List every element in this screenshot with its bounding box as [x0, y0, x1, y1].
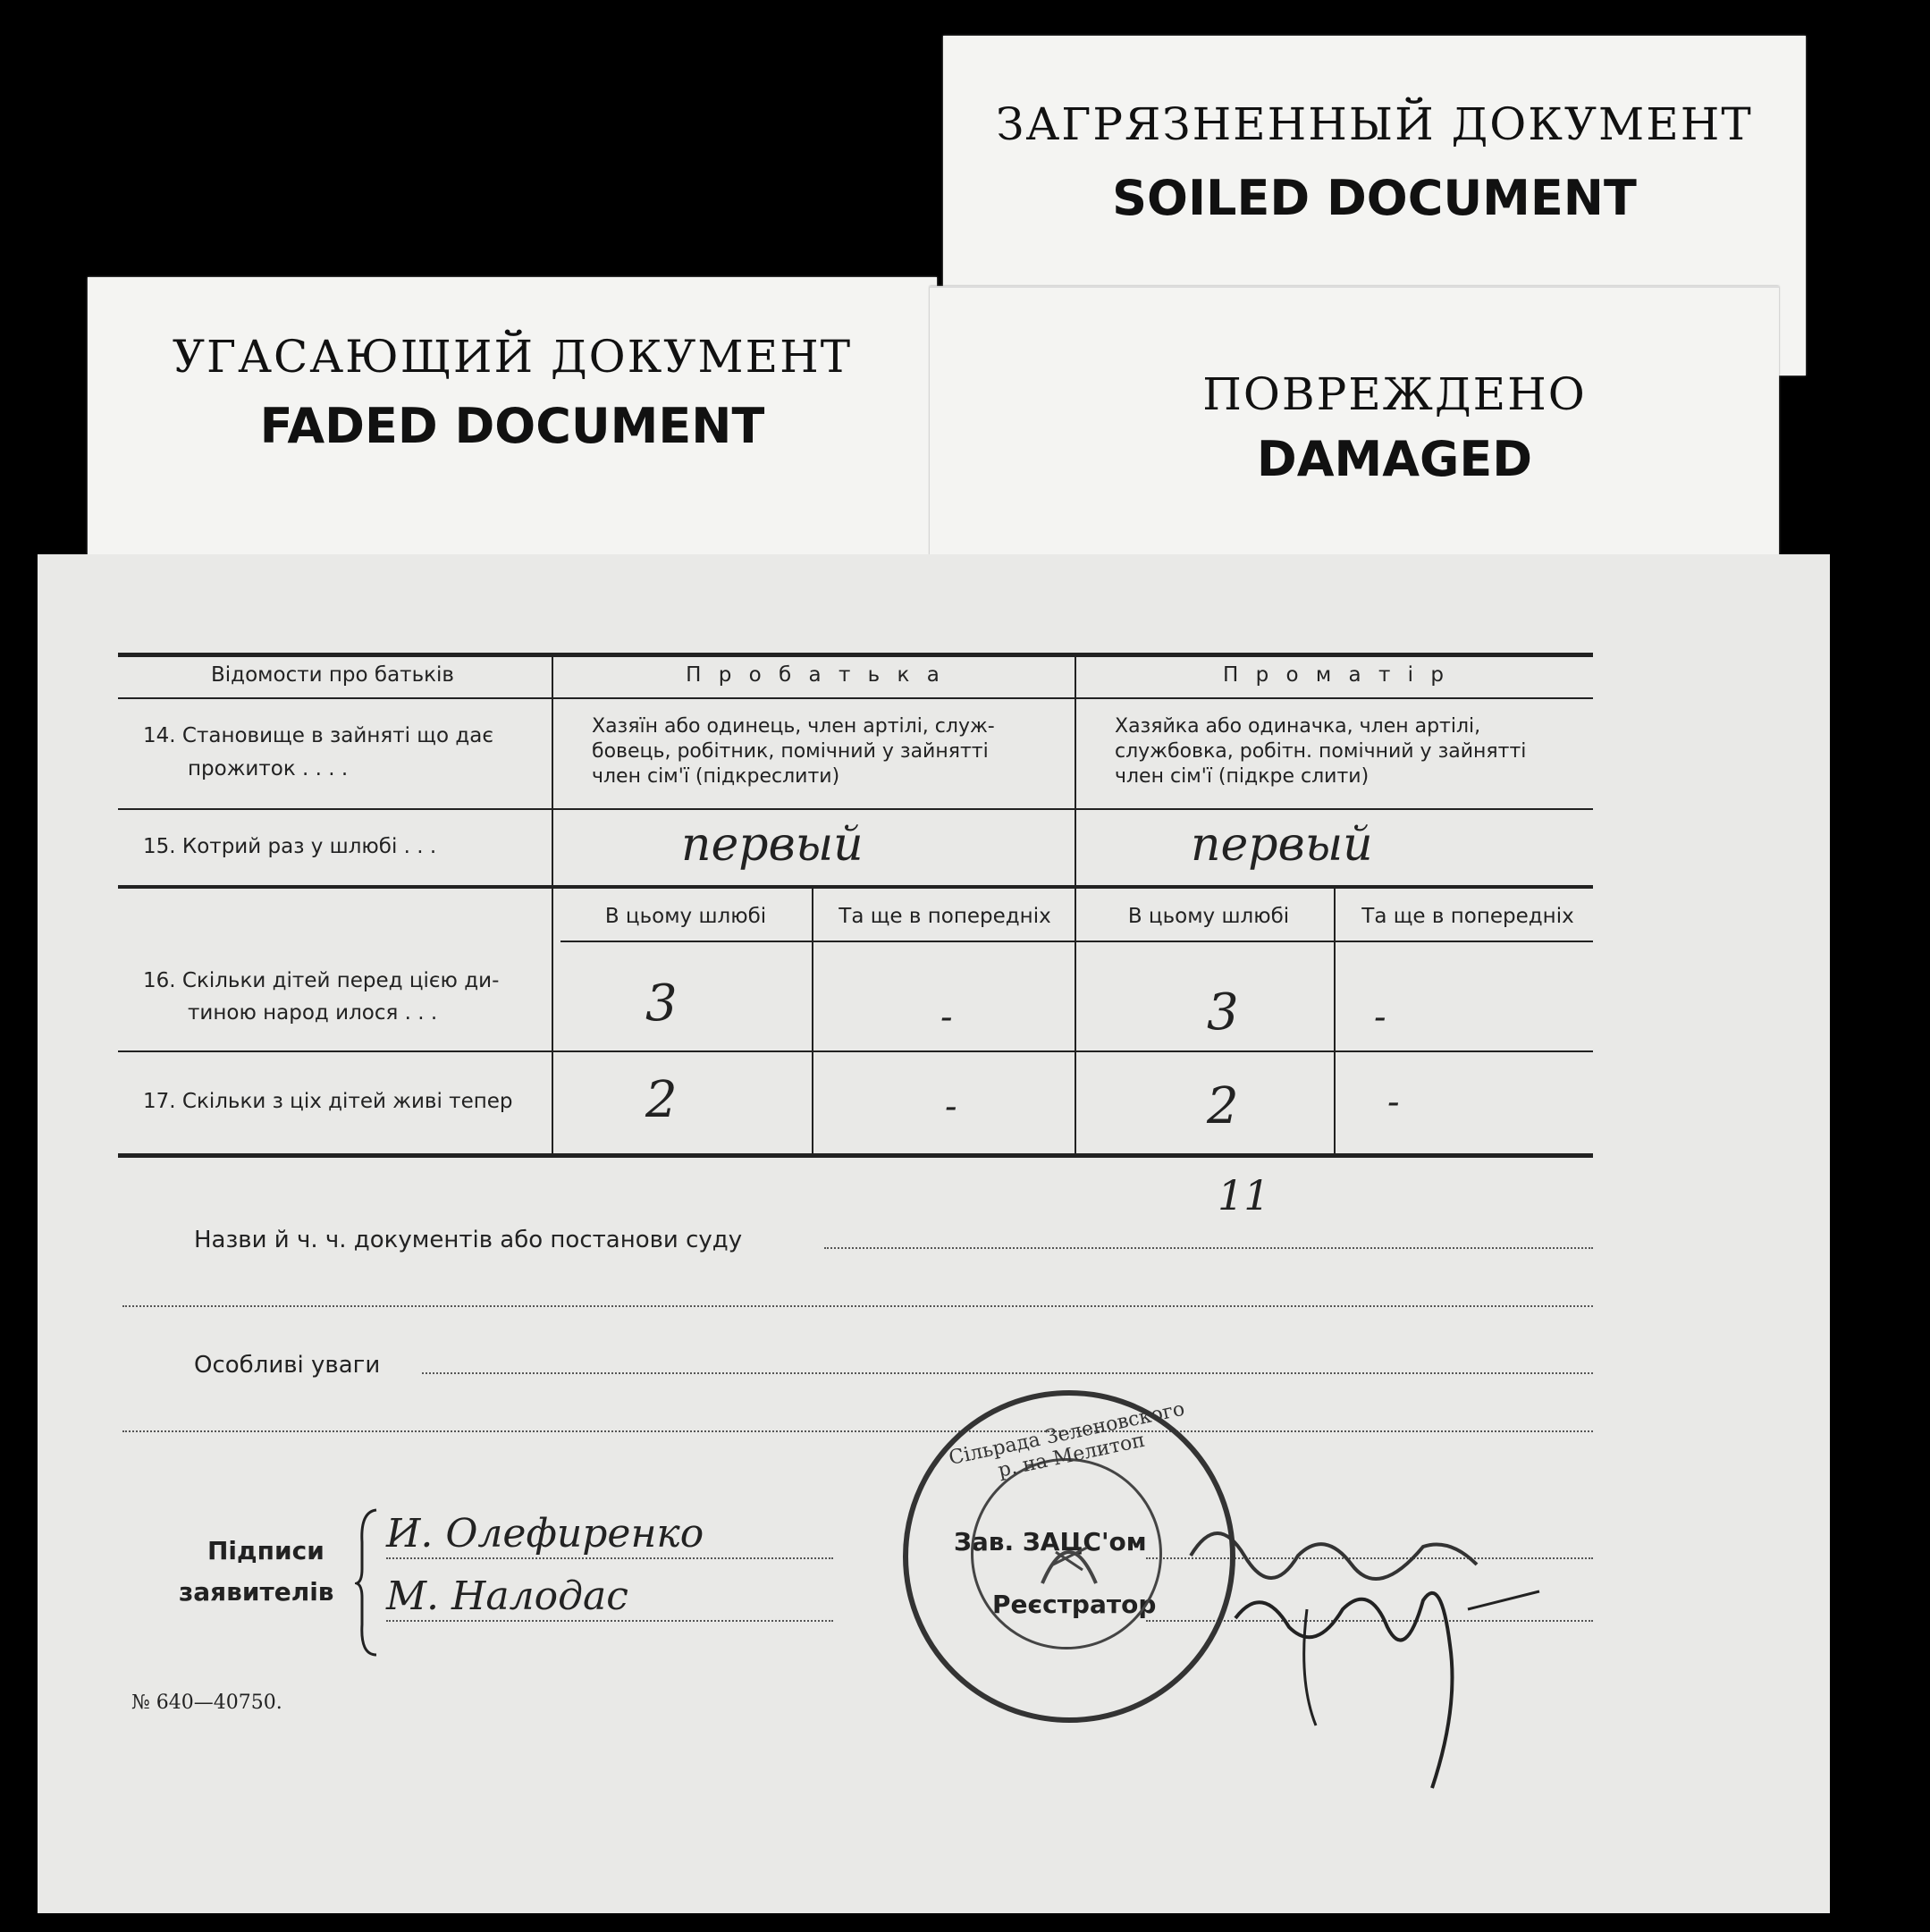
- remarks-line-2: [122, 1430, 1593, 1432]
- table-col-line: [1334, 889, 1336, 1155]
- row16-label-line1: 16. Скільки дітей перед цією ди-: [143, 969, 500, 992]
- soiled-label-en: SOILED DOCUMENT: [1112, 170, 1637, 226]
- row16-label-line2: тиною народ илося . . .: [188, 1001, 438, 1025]
- row14-father-line2: бовець, робітник, помічний у зайнятті: [592, 740, 989, 763]
- faded-label-en: FADED DOCUMENT: [259, 398, 765, 454]
- row17-father-this: 2: [645, 1071, 678, 1129]
- applicant1-line: [386, 1557, 833, 1559]
- damaged-label-ru: ПОВРЕЖДЕНО: [1202, 368, 1587, 420]
- signatures-label-line2: заявителів: [179, 1577, 334, 1607]
- remarks-label: Особливі уваги: [194, 1352, 381, 1379]
- row17-label: 17. Скільки з ціх дітей живі тепер: [143, 1090, 513, 1113]
- row15-mother-value: первый: [1191, 818, 1373, 872]
- header-rule: [118, 697, 1593, 699]
- row14-mother-line3: член сім'ї (підкре слити): [1115, 765, 1370, 788]
- header-mother: П р о м а т і р: [1223, 663, 1449, 687]
- documents-line: [824, 1247, 1593, 1249]
- applicant2-line: [386, 1620, 833, 1622]
- soiled-label-ru: ЗАГРЯЗНЕННЫЙ ДОКУМЕНТ: [996, 98, 1753, 150]
- damaged-label-en: DAMAGED: [1256, 431, 1533, 487]
- damaged-card: [930, 286, 1779, 556]
- faded-document-card: [88, 277, 937, 563]
- documents-line-2: [122, 1305, 1593, 1307]
- row14-father-line3: член сім'ї (підкреслити): [592, 765, 840, 788]
- table-bottom-rule: [118, 1153, 1593, 1158]
- row17-mother-this: 2: [1207, 1077, 1239, 1135]
- applicant2-signature: М. Налодас: [386, 1573, 628, 1619]
- row14-label-line1: 14. Становище в зайняті що дає: [143, 724, 493, 747]
- row15-rule: [118, 885, 1593, 889]
- row16-mother-prev: -: [1374, 997, 1386, 1038]
- applicant1-signature: И. Олефиренко: [386, 1511, 704, 1557]
- row16-mother-this: 3: [1207, 983, 1239, 1042]
- row17-father-prev: -: [945, 1086, 957, 1127]
- row14-label-line2: прожиток . . . .: [188, 757, 349, 780]
- subheader-father-prev: Та ще в попередніх: [839, 905, 1051, 928]
- row15-label: 15. Котрий раз у шлюбі . . .: [143, 835, 437, 858]
- table-col-line: [552, 657, 553, 1156]
- subheader-father-this: В цьому шлюбі: [604, 905, 767, 928]
- row16-father-prev: -: [940, 997, 953, 1038]
- form-number: № 640—40750.: [131, 1692, 282, 1714]
- remarks-line: [422, 1372, 1593, 1374]
- row14-rule: [118, 808, 1593, 810]
- row17-mother-prev: -: [1387, 1082, 1400, 1123]
- row14-father-line1: Хазяїн або одинець, член артілі, служ-: [592, 715, 995, 738]
- official-stamp: [903, 1390, 1235, 1723]
- row14-mother-line1: Хазяйка або одиначка, член артілі,: [1115, 715, 1481, 738]
- faded-label-ru: УГАСАЮЩИЙ ДОКУМЕНТ: [172, 331, 853, 383]
- registrar-label: Реєстратор: [992, 1590, 1157, 1619]
- row16-father-this: 3: [645, 974, 678, 1033]
- stamp-text: Сільрада Зеленовского р. на Мелитоп: [947, 1397, 1187, 1482]
- emblem-icon: [1024, 1512, 1114, 1601]
- subheader-mother-prev: Та ще в попередніх: [1361, 905, 1574, 928]
- header-father: П р о б а т ь к а: [686, 663, 945, 687]
- documents-label: Назви й ч. ч. документів або постанови суду: [194, 1227, 743, 1253]
- handwritten-mark: 11: [1218, 1171, 1270, 1219]
- row14-mother-line2: службовка, робітн. помічний у зайнятті: [1115, 740, 1527, 763]
- birth-registration-form: [38, 554, 1830, 1913]
- signatures-label-line1: Підписи: [207, 1536, 324, 1565]
- table-top-rule: [118, 653, 1593, 657]
- signatures-brace: [355, 1506, 382, 1658]
- table-col-line: [1075, 657, 1076, 1156]
- head-label: Зав. ЗАЦС'ом: [954, 1527, 1147, 1557]
- row16-rule: [118, 1050, 1593, 1052]
- subheader-mother-this: В цьому шлюбі: [1127, 905, 1290, 928]
- subheader-rule: [560, 941, 1593, 942]
- table-col-line: [812, 889, 813, 1155]
- header-parents: Відомости про батьків: [211, 663, 454, 687]
- row15-father-value: первый: [681, 818, 864, 872]
